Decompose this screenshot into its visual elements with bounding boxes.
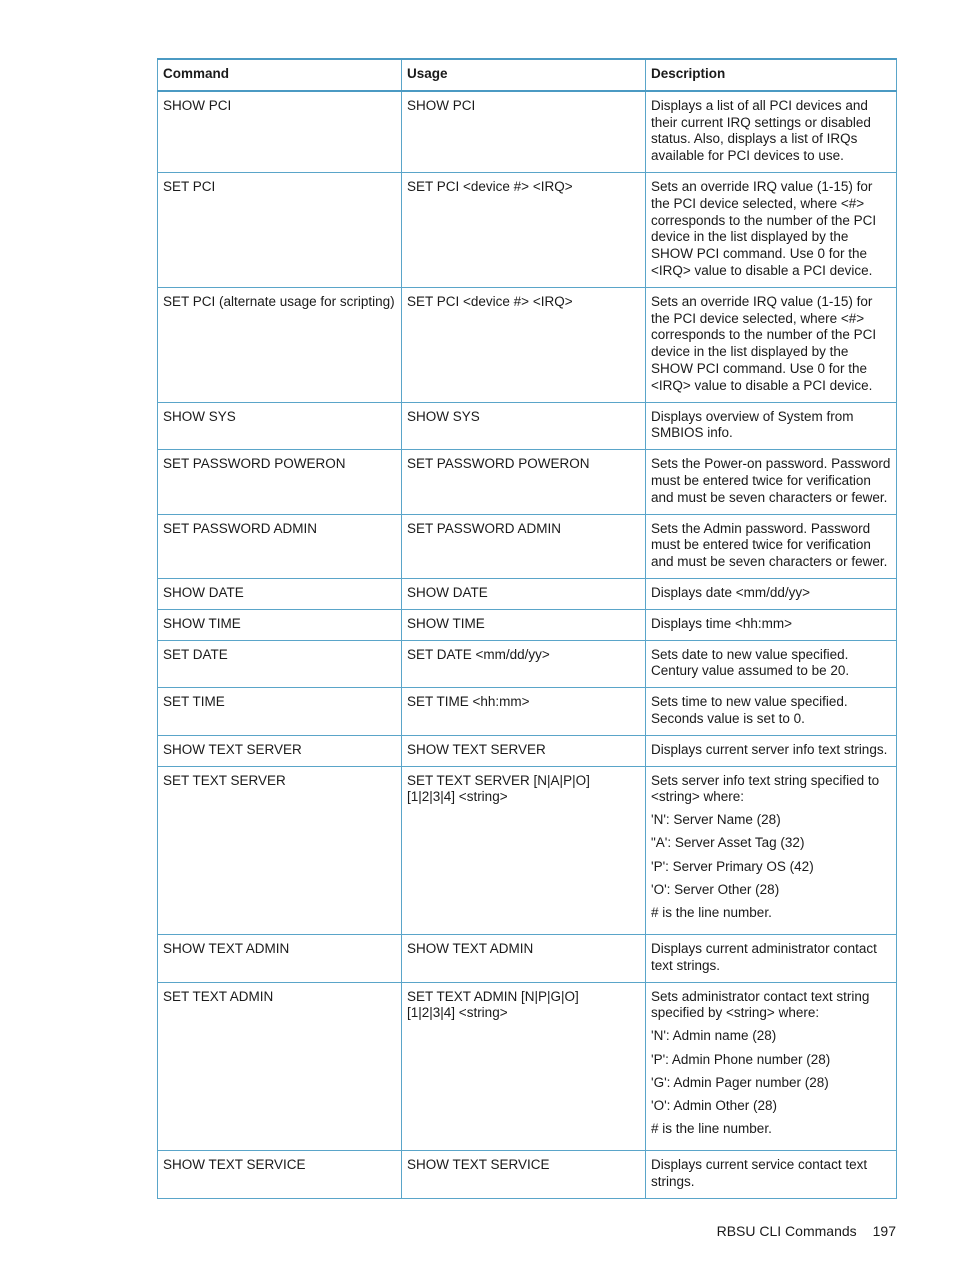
description-text: Sets administrator contact text string specified by <string> where: bbox=[651, 988, 870, 1021]
description-text: Sets the Power-on password. Password must be entered twice for verification and must be seven characters or fewer. bbox=[651, 456, 891, 505]
usage-cell: SET TEXT ADMIN [N|P|G|O] [1|2|3|4] <string> bbox=[402, 982, 646, 1151]
table-row bbox=[158, 172, 897, 287]
usage-cell: SHOW TIME bbox=[402, 609, 646, 640]
table-body bbox=[158, 91, 897, 1199]
description-list-item: 'G': Admin Pager number (28) bbox=[651, 1074, 829, 1090]
usage-cell: SHOW TEXT SERVICE bbox=[402, 1151, 646, 1199]
description-list-item: 'P': Server Primary OS (42) bbox=[651, 858, 814, 874]
description-list-item: 'O': Server Other (28) bbox=[651, 881, 780, 897]
page-footer bbox=[717, 1223, 896, 1239]
command-cell: SHOW SYS bbox=[158, 402, 402, 450]
command-cell: SHOW DATE bbox=[158, 578, 402, 609]
table-row bbox=[158, 578, 897, 609]
usage-cell: SET TEXT SERVER [N|A|P|O] [1|2|3|4] <string> bbox=[402, 766, 646, 935]
usage-cell: SHOW DATE bbox=[402, 578, 646, 609]
description-text: Displays current service contact text strings. bbox=[651, 1157, 868, 1190]
command-cell: SET PASSWORD POWERON bbox=[158, 450, 402, 514]
command-cell: SET TEXT ADMIN bbox=[158, 982, 402, 1151]
footer-section-title: RBSU CLI Commands bbox=[716, 1223, 857, 1239]
description-cell bbox=[646, 766, 897, 935]
description-text: Displays overview of System from SMBIOS info. bbox=[651, 408, 854, 441]
description-list bbox=[651, 1028, 891, 1138]
description-cell bbox=[646, 982, 897, 1151]
command-cell: SHOW TEXT ADMIN bbox=[158, 935, 402, 983]
commands-table bbox=[157, 58, 897, 1199]
description-text: Displays current server info text strings. bbox=[651, 741, 888, 757]
description-cell bbox=[646, 1151, 897, 1199]
usage-cell: SET PASSWORD POWERON bbox=[402, 450, 646, 514]
table-row bbox=[158, 609, 897, 640]
usage-cell: SET PCI <device #> <IRQ> bbox=[402, 287, 646, 402]
description-cell bbox=[646, 172, 897, 287]
command-cell: SHOW TEXT SERVER bbox=[158, 735, 402, 766]
description-cell bbox=[646, 578, 897, 609]
description-text: Sets an override IRQ value (1-15) for the PCI device selected, where <#> corresponds to the number of the PCI device in the list displayed by the SHOW PCI command. Use 0 for the <IRQ> value to disable a PCI device. bbox=[651, 178, 877, 278]
description-cell bbox=[646, 514, 897, 578]
usage-cell: SET PCI <device #> <IRQ> bbox=[402, 172, 646, 287]
page-number: 197 bbox=[872, 1223, 896, 1239]
column-header-usage: Usage bbox=[402, 59, 646, 91]
description-list-item: 'N': Admin name (28) bbox=[651, 1028, 777, 1044]
description-cell bbox=[646, 450, 897, 514]
description-list-item: 'P': Admin Phone number (28) bbox=[651, 1051, 831, 1067]
command-cell: SHOW TEXT SERVICE bbox=[158, 1151, 402, 1199]
description-cell bbox=[646, 935, 897, 983]
description-list-item: # is the line number. bbox=[651, 905, 772, 921]
usage-cell: SET TIME <hh:mm> bbox=[402, 688, 646, 736]
usage-cell: SHOW PCI bbox=[402, 91, 646, 173]
description-text: Sets server info text string specified to <string> where: bbox=[651, 772, 880, 805]
description-list-item: # is the line number. bbox=[651, 1121, 772, 1137]
description-text: Sets the Admin password. Password must be entered twice for verification and must be seven characters or fewer. bbox=[651, 520, 888, 570]
description-cell bbox=[646, 287, 897, 402]
command-cell: SET TIME bbox=[158, 688, 402, 736]
table-row bbox=[158, 982, 897, 1151]
table-row bbox=[158, 735, 897, 766]
table-row bbox=[158, 935, 897, 983]
description-text: Sets an override IRQ value (1-15) for the PCI device selected, where <#> corresponds to the number of the PCI device in the list displayed by the SHOW PCI command. Use 0 for the <IRQ> value to disable a PCI device. bbox=[651, 293, 877, 393]
description-text: Sets time to new value specified. Seconds value is set to 0. bbox=[651, 694, 848, 726]
table-row bbox=[158, 1151, 897, 1199]
description-text: Displays date <mm/dd/yy> bbox=[651, 584, 811, 600]
command-cell: SET PASSWORD ADMIN bbox=[158, 514, 402, 578]
table-row bbox=[158, 450, 897, 514]
description-text: Displays a list of all PCI devices and their current IRQ settings or disabled status. Also, displays a list of IRQs available for PCI devices to use. bbox=[651, 97, 871, 164]
usage-cell: SET PASSWORD ADMIN bbox=[402, 514, 646, 578]
command-cell: SET PCI bbox=[158, 172, 402, 287]
table-row bbox=[158, 514, 897, 578]
description-list bbox=[651, 812, 891, 922]
usage-cell: SHOW SYS bbox=[402, 402, 646, 450]
description-cell bbox=[646, 640, 897, 688]
table-header-row bbox=[158, 59, 897, 91]
table-row bbox=[158, 766, 897, 935]
description-list-item: "A': Server Asset Tag (32) bbox=[651, 835, 805, 851]
description-list-item: 'N': Server Name (28) bbox=[651, 812, 781, 828]
table-row bbox=[158, 640, 897, 688]
description-cell bbox=[646, 402, 897, 450]
table-row bbox=[158, 91, 897, 173]
usage-cell: SHOW TEXT ADMIN bbox=[402, 935, 646, 983]
command-cell: SET DATE bbox=[158, 640, 402, 688]
table-row bbox=[158, 688, 897, 736]
description-cell bbox=[646, 91, 897, 173]
usage-cell: SET DATE <mm/dd/yy> bbox=[402, 640, 646, 688]
command-cell: SHOW PCI bbox=[158, 91, 402, 173]
column-header-description: Description bbox=[646, 59, 897, 91]
description-cell bbox=[646, 609, 897, 640]
column-header-command: Command bbox=[158, 59, 402, 91]
table-row bbox=[158, 287, 897, 402]
description-cell bbox=[646, 688, 897, 736]
description-list-item: 'O': Admin Other (28) bbox=[651, 1098, 777, 1114]
description-text: Displays current administrator contact text strings. bbox=[651, 941, 877, 973]
command-cell: SET TEXT SERVER bbox=[158, 766, 402, 935]
description-cell bbox=[646, 735, 897, 766]
table-row bbox=[158, 402, 897, 450]
usage-cell: SHOW TEXT SERVER bbox=[402, 735, 646, 766]
command-cell: SET PCI (alternate usage for scripting) bbox=[158, 287, 402, 402]
command-cell: SHOW TIME bbox=[158, 609, 402, 640]
description-text: Displays time <hh:mm> bbox=[651, 615, 793, 631]
description-text: Sets date to new value specified. Century value assumed to be 20. bbox=[651, 646, 850, 679]
